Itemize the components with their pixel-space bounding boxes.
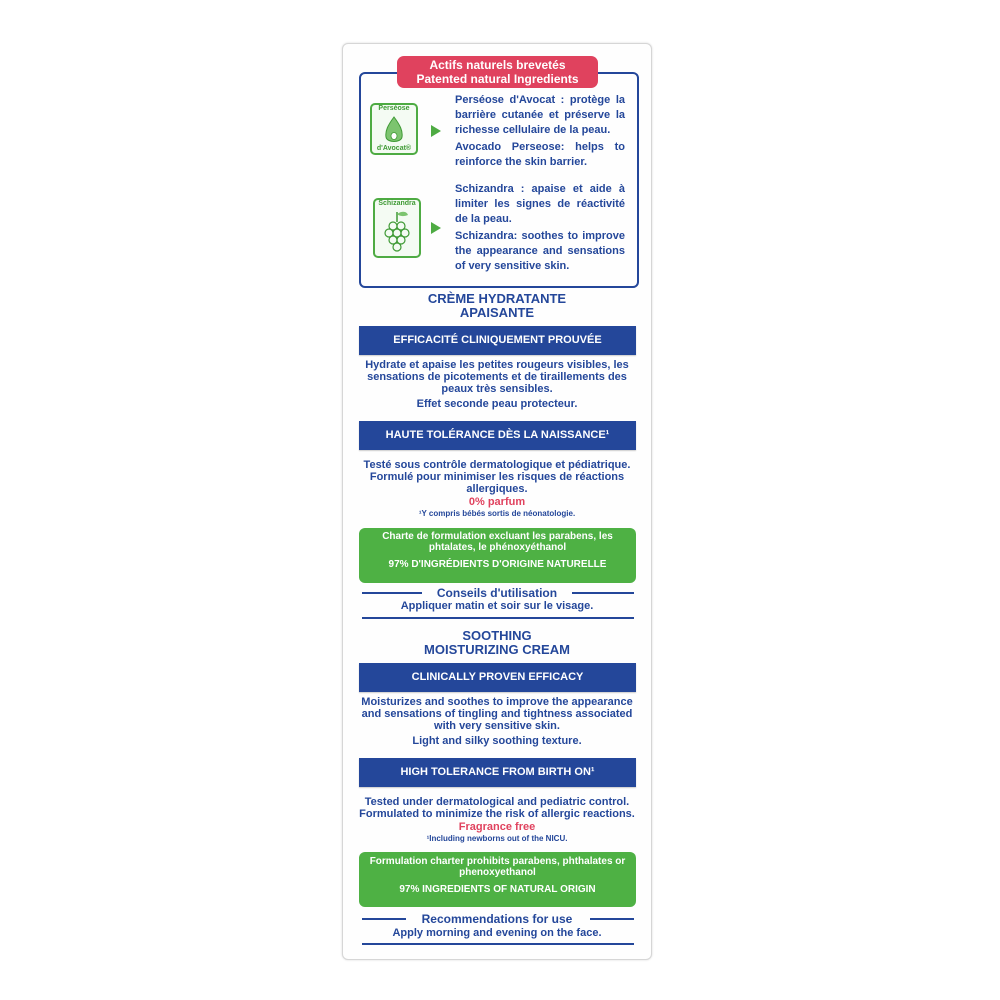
ingredient-avocado-en: Avocado Perseose: helps to reinforce the skin barrier.: [455, 141, 625, 168]
fr-product-title: [359, 292, 635, 320]
en-efficacy-band: CLINICALLY PROVEN EFFICACY: [359, 663, 636, 692]
schizandra-icon-label: Schizandra: [378, 200, 416, 207]
arrow-right-icon: [431, 222, 441, 234]
en-advice-title: Recommendations for use: [421, 912, 573, 926]
ingredients-header-line1: Actifs naturels brevetés: [429, 58, 566, 72]
en-efficacy-text: [359, 696, 635, 750]
ingredient-schizandra-fr: Schizandra : apaise et aide à limiter les signes de réactivité de la peau.: [455, 183, 625, 225]
ingredient-schizandra-text: [455, 182, 625, 276]
fr-formulation-charter: Charte de formulation excluant les parabens, les phtalates, le phénoxyéthanol: [382, 531, 613, 553]
en-fragrance-badge: Fragrance free: [458, 821, 536, 833]
en-tolerance-band: HIGH TOLERANCE FROM BIRTH ON¹: [359, 758, 636, 787]
fr-efficacy-text: [359, 359, 635, 413]
fr-title-line1: CRÈME HYDRATANTE: [427, 291, 567, 306]
en-footnote: ¹Including newborns out of the NICU.: [426, 834, 568, 843]
fr-efficacy-band: EFFICACITÉ CLINIQUEMENT PROUVÉE: [359, 326, 636, 355]
fr-footnote: ¹Y compris bébés sortis de néonatologie.: [418, 509, 576, 518]
en-formulation-charter: Formulation charter prohibits parabens, phthalates or phenoxyethanol: [369, 856, 626, 878]
en-natural-origin: 97% INGREDIENTS OF NATURAL ORIGIN: [399, 884, 596, 895]
ingredient-avocado-text: [455, 93, 625, 172]
ingredient-schizandra-en: Schizandra: soothes to improve the appearance and sensations of very sensitive skin.: [455, 230, 625, 272]
en-title-line2: MOISTURIZING CREAM: [424, 642, 570, 657]
fr-natural-origin: 97% D'INGRÉDIENTS D'ORIGINE NATURELLE: [388, 559, 607, 570]
en-title-line1: SOOTHING: [462, 628, 532, 643]
en-efficacy-desc: Moisturizes and soothes to improve the appearance and sensations of tingling and tightness associated with very sensitive skin.: [361, 696, 633, 732]
avocado-icon: [370, 103, 418, 155]
berry-cluster-icon: [373, 198, 421, 258]
ingredients-header: [397, 56, 598, 88]
fr-efficacy-texture: Effet seconde peau protecteur.: [416, 398, 578, 410]
en-tolerance-desc: Tested under dermatological and pediatric control. Formulated to minimize the risk of allergic reactions.: [359, 796, 635, 820]
en-efficacy-texture: Light and silky soothing texture.: [412, 735, 582, 747]
avocado-icon-label-top: Perséose: [378, 105, 410, 112]
fr-tolerance-desc: Testé sous contrôle dermatologique et pédiatrique. Formulé pour minimiser les risques de réactions allergiques.: [363, 459, 631, 495]
fr-title-line2: APAISANTE: [459, 305, 535, 320]
en-advice-rule-bottom: [362, 943, 634, 945]
fr-advice-rule-bottom: [362, 617, 634, 619]
en-product-title: [359, 629, 635, 657]
en-natural-panel: [359, 852, 636, 907]
en-advice-text: Apply morning and evening on the face.: [392, 927, 602, 939]
arrow-right-icon: [431, 125, 441, 137]
fr-advice-title: Conseils d'utilisation: [436, 586, 558, 600]
en-tolerance-text: [359, 796, 635, 844]
fr-fragrance-badge: 0% parfum: [468, 496, 526, 508]
avocado-icon-label-bottom: d'Avocat®: [376, 145, 412, 152]
ingredient-avocado-fr: Perséose d'Avocat : protège la barrière cutanée et préserve la richesse cellulaire de la peau.: [455, 94, 625, 136]
fr-tolerance-band: HAUTE TOLÉRANCE DÈS LA NAISSANCE¹: [359, 421, 636, 450]
ingredients-header-line2: Patented natural Ingredients: [416, 72, 579, 86]
fr-efficacy-desc: Hydrate et apaise les petites rougeurs visibles, les sensations de picotements et de tiraillements des peaux très sensibles.: [365, 359, 629, 395]
fr-advice-text: Appliquer matin et soir sur le visage.: [400, 600, 594, 612]
fr-tolerance-text: [359, 459, 635, 519]
fr-natural-panel: [359, 528, 636, 583]
